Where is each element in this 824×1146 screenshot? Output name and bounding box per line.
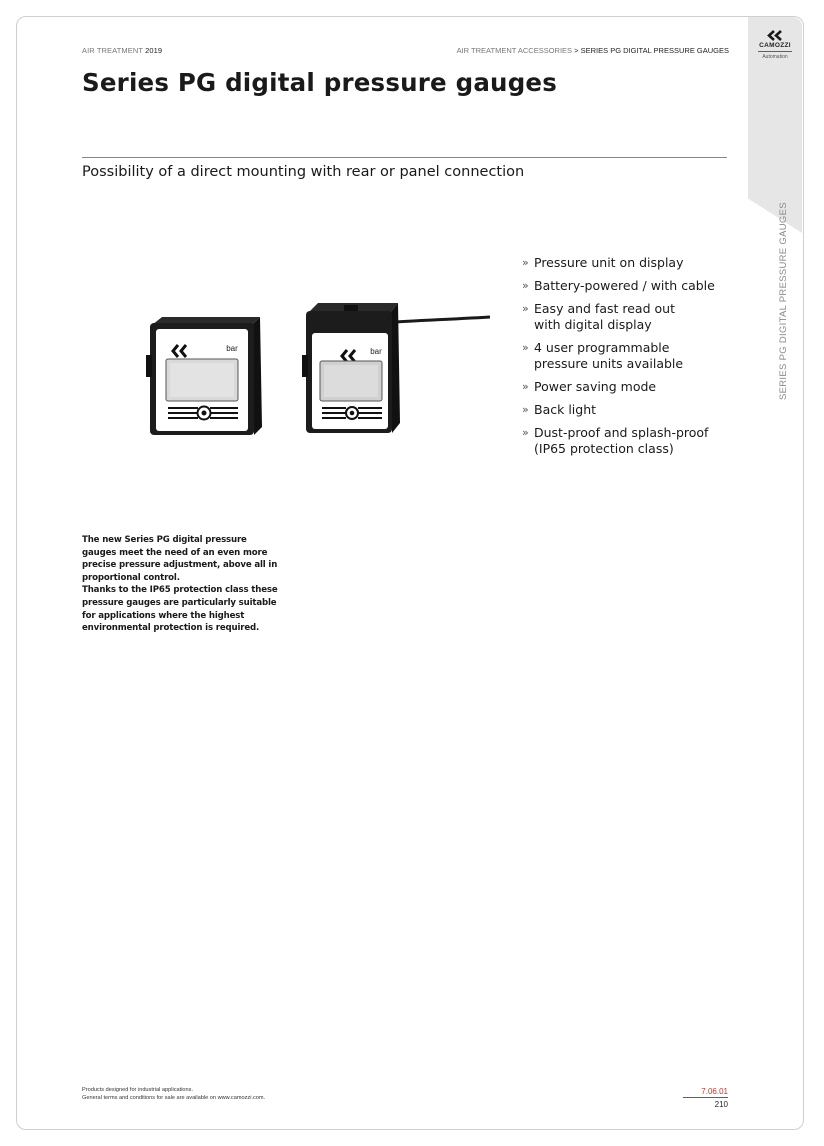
page-subtitle: Possibility of a direct mounting with rear or panel connection	[82, 164, 525, 180]
footer-line-2: General terms and conditions for sale are available on www.camozzi.com.	[82, 1094, 266, 1101]
header-year: 2019	[145, 46, 163, 55]
feature-text: 4 user programmable pressure units available	[534, 340, 684, 371]
gauge-unit-label-2: bar	[370, 347, 382, 356]
page-title: Series PG digital pressure gauges	[82, 68, 558, 97]
camozzi-logo-icon	[767, 30, 783, 41]
page-code: 7.06.01	[701, 1087, 728, 1096]
feature-item	[522, 255, 715, 271]
bullet-icon: »	[522, 256, 529, 269]
footer-notes	[82, 1087, 265, 1102]
header-section	[82, 46, 162, 55]
feature-text: Battery-powered / with cable	[534, 278, 715, 293]
feature-item	[522, 425, 715, 457]
side-section-label: SERIES PG DIGITAL PRESSURE GAUGES	[778, 202, 789, 400]
feature-item	[522, 278, 715, 294]
feature-list	[522, 255, 715, 464]
title-divider	[82, 157, 727, 158]
brand-divider	[758, 51, 792, 52]
feature-item	[522, 402, 715, 418]
product-photo	[140, 295, 500, 445]
bullet-icon: »	[522, 403, 529, 416]
header-section-name: AIR TREATMENT	[82, 46, 143, 55]
feature-item	[522, 340, 715, 372]
breadcrumb-separator: >	[574, 46, 579, 55]
bullet-icon: »	[522, 302, 529, 315]
breadcrumb	[457, 46, 729, 55]
brand-name: CAMOZZI	[759, 42, 791, 49]
bullet-icon: »	[522, 341, 529, 354]
footer-line-1: Products designed for industrial applications.	[82, 1087, 194, 1093]
brand-subtitle: Automation	[762, 54, 788, 60]
feature-item	[522, 301, 715, 333]
feature-text: Back light	[534, 402, 597, 417]
feature-text: Dust-proof and splash-proof (IP65 protection class)	[534, 425, 709, 456]
description-paragraph: The new Series PG digital pressure gauges meet the need of an even more precise pressure adjustment, above all in proportional control. Thanks to the IP65 protection class these pressure gauges are particularly suitable for applications where the highest environmental protection is required.	[82, 535, 278, 634]
breadcrumb-parent[interactable]: AIR TREATMENT ACCESSORIES	[456, 46, 573, 55]
bullet-icon: »	[522, 279, 529, 292]
gauge-with-cable	[302, 303, 490, 433]
feature-item	[522, 379, 715, 395]
page-number: 210	[714, 1100, 728, 1109]
breadcrumb-current: SERIES PG DIGITAL PRESSURE GAUGES	[580, 46, 729, 55]
gauge-unit-label: bar	[226, 344, 238, 353]
feature-text: Pressure unit on display	[534, 255, 684, 270]
feature-text: Easy and fast read out with digital display	[534, 301, 675, 332]
page-code-divider	[683, 1097, 728, 1098]
feature-text: Power saving mode	[534, 379, 657, 394]
bullet-icon: »	[522, 380, 529, 393]
bullet-icon: »	[522, 426, 529, 439]
brand-logo	[752, 30, 798, 60]
gauge-rear-connection	[146, 317, 262, 435]
